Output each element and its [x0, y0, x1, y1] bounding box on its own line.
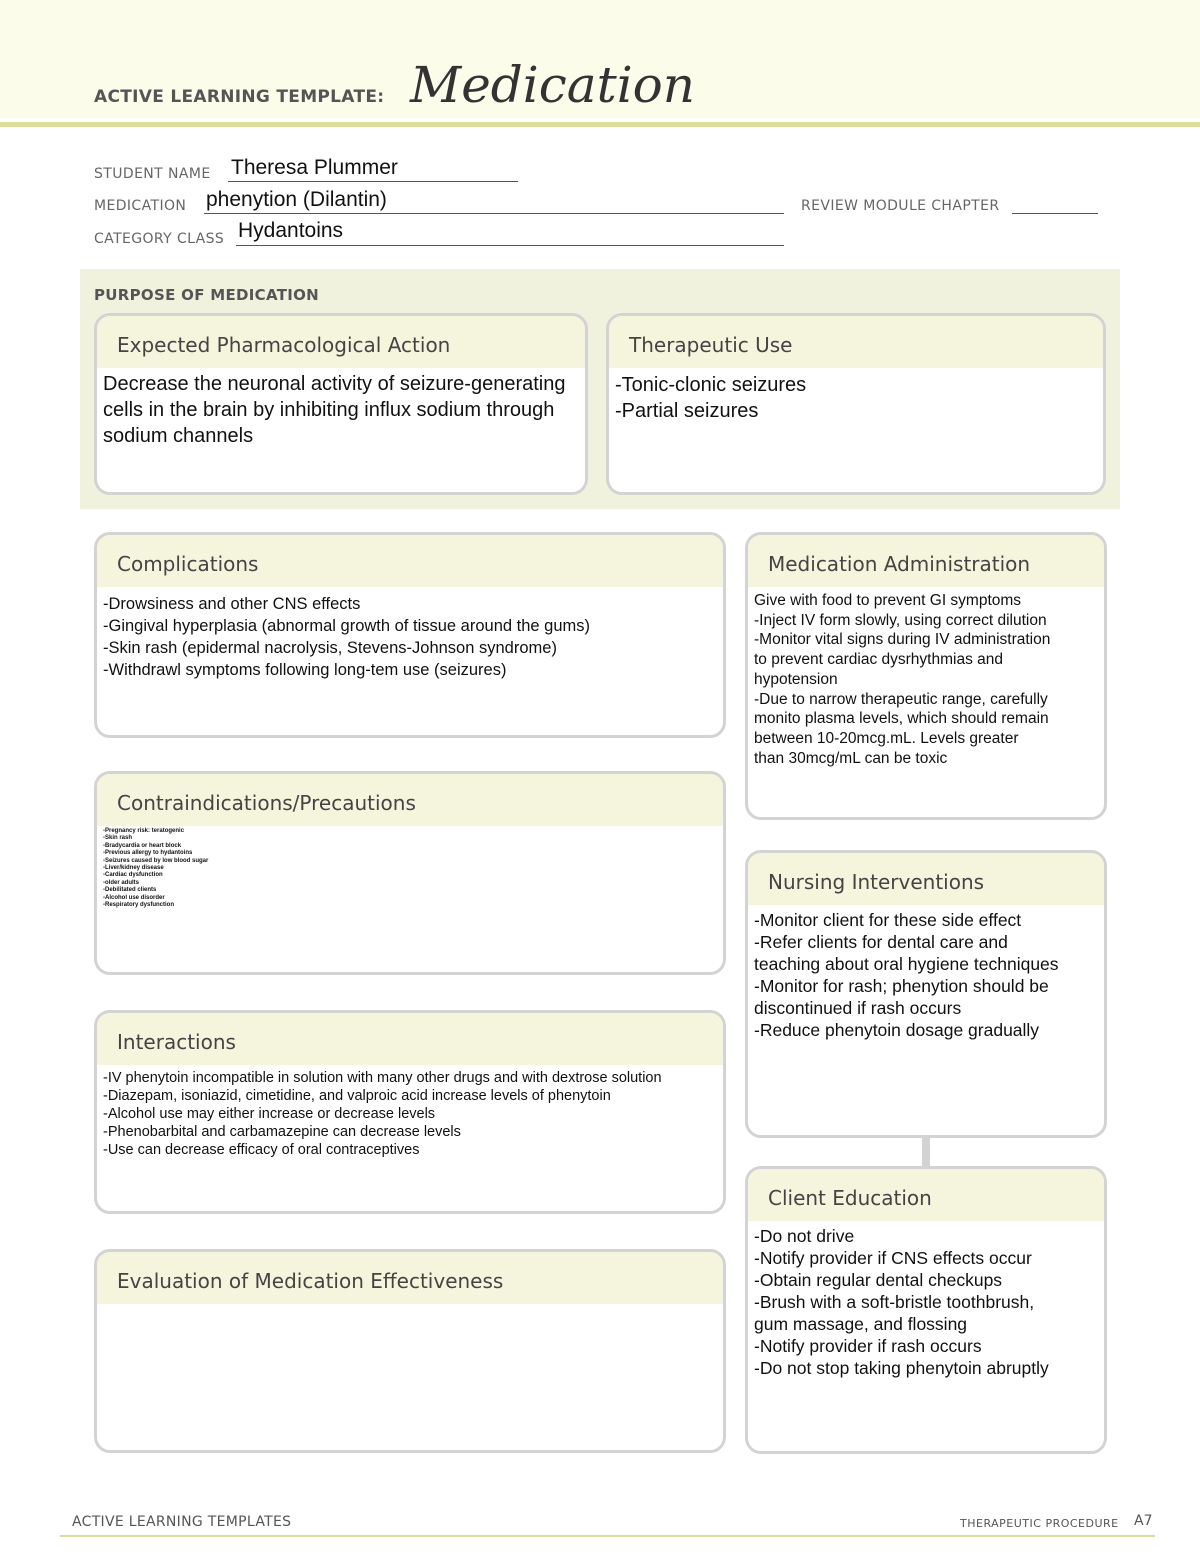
evaluation-text[interactable]: [97, 1304, 723, 1448]
complications-title: Complications: [97, 535, 723, 587]
contraindication-line: -Skin rash: [103, 835, 133, 842]
administration-line: to prevent cardiac dysrhythmias and: [754, 651, 1003, 669]
footer-right: THERAPEUTIC PROCEDURE: [960, 1517, 1119, 1530]
template-label: ACTIVE LEARNING TEMPLATE:: [94, 87, 385, 107]
administration-line: between 10-20mcg.mL. Levels greater: [754, 729, 1019, 747]
administration-box: [745, 532, 1107, 820]
medication-underline: [204, 213, 784, 214]
footer-rule: [60, 1535, 1155, 1537]
student-name-underline: [228, 181, 518, 182]
complication-line: -Drowsiness and other CNS effects: [103, 595, 361, 613]
contraindication-line: -Previous allergy to hydantoins: [103, 850, 193, 857]
administration-line: -Monitor vital signs during IV administration: [754, 631, 1051, 649]
nursing-line: -Reduce phenytoin dosage gradually: [754, 1020, 1040, 1040]
expected-action-text[interactable]: Decrease the neuronal activity of seizure-generating cells in the brain by inhibiting influx sodium through sodium channels: [103, 373, 566, 447]
evaluation-title: Evaluation of Medication Effectiveness: [97, 1252, 723, 1304]
administration-text[interactable]: [748, 587, 1104, 768]
contraindication-line: -Seizures caused by low blood sugar: [103, 857, 209, 864]
nursing-interventions-title: Nursing Interventions: [748, 853, 1104, 905]
education-line: gum massage, and flossing: [754, 1314, 968, 1334]
category-class-label: CATEGORY CLASS: [94, 231, 225, 247]
medication-field[interactable]: phenytion (Dilantin): [206, 188, 387, 211]
client-education-text[interactable]: [748, 1221, 1104, 1379]
expected-action-box: [94, 313, 588, 495]
client-education-box: [745, 1166, 1107, 1454]
administration-line: than 30mcg/mL can be toxic: [754, 749, 948, 767]
interactions-box: [94, 1010, 726, 1214]
student-name-label: STUDENT NAME: [94, 166, 211, 182]
nursing-line: -Refer clients for dental care and: [754, 932, 1008, 952]
administration-line: hypotension: [754, 670, 838, 688]
interactions-text[interactable]: [97, 1065, 723, 1159]
contraindications-box: [94, 771, 726, 975]
footer-left: ACTIVE LEARNING TEMPLATES: [72, 1514, 292, 1530]
education-line: -Obtain regular dental checkups: [754, 1270, 1003, 1290]
expected-action-title: Expected Pharmacological Action: [97, 316, 585, 368]
therapeutic-use-text[interactable]: [609, 368, 1103, 424]
administration-line: -Inject IV form slowly, using correct dilution: [754, 611, 1047, 629]
evaluation-box: [94, 1249, 726, 1453]
administration-line: monito plasma levels, which should remain: [754, 710, 1049, 728]
purpose-title: PURPOSE OF MEDICATION: [94, 286, 320, 304]
category-class-underline: [236, 245, 784, 246]
page-number: A7: [1134, 1513, 1153, 1529]
client-education-title: Client Education: [748, 1169, 1104, 1221]
therapeutic-line: -Partial seizures: [615, 400, 759, 422]
education-line: -Do not drive: [754, 1226, 855, 1246]
education-line: -Notify provider if CNS effects occur: [754, 1248, 1032, 1268]
complication-line: -Skin rash (epidermal nacrolysis, Stevens-Johnson syndrome): [103, 639, 557, 657]
review-module-label: REVIEW MODULE CHAPTER: [801, 198, 1000, 214]
interaction-line: -Use can decrease efficacy of oral contraceptives: [103, 1142, 420, 1158]
complication-line: -Withdrawl symptoms following long-tem use (seizures): [103, 661, 507, 679]
education-line: -Notify provider if rash occurs: [754, 1336, 982, 1356]
contraindication-line: -Bradycardia or heart block: [103, 842, 182, 849]
box-connector: [922, 1136, 930, 1166]
administration-line: Give with food to prevent GI symptoms: [754, 592, 1022, 609]
nursing-line: -Monitor for rash; phenytion should be: [754, 976, 1049, 996]
complications-text[interactable]: [97, 587, 723, 681]
administration-title: Medication Administration: [748, 535, 1104, 587]
therapeutic-use-box: [606, 313, 1106, 495]
review-module-field[interactable]: [1012, 213, 1098, 214]
medication-label: MEDICATION: [94, 198, 187, 214]
interaction-line: -Diazepam, isoniazid, cimetidine, and valproic acid increase levels of phenytoin: [103, 1088, 611, 1104]
nursing-interventions-text[interactable]: [748, 905, 1104, 1041]
interaction-line: -IV phenytoin incompatible in solution with many other drugs and with dextrose solution: [103, 1070, 662, 1086]
administration-line: -Due to narrow therapeutic range, carefully: [754, 690, 1048, 708]
category-class-field[interactable]: Hydantoins: [238, 219, 344, 242]
contraindication-line: -Alcohol use disorder: [103, 894, 165, 901]
interaction-line: -Alcohol use may either increase or decrease levels: [103, 1106, 436, 1122]
contraindications-title: Contraindications/Precautions: [97, 774, 723, 826]
education-line: -Do not stop taking phenytoin abruptly: [754, 1358, 1049, 1378]
nursing-line: -Monitor client for these side effect: [754, 910, 1022, 930]
complication-line: -Gingival hyperplasia (abnormal growth of tissue around the gums): [103, 617, 590, 635]
contraindication-line: -older adults: [103, 879, 140, 886]
contraindication-line: -Liver/kidney disease: [103, 865, 164, 872]
therapeutic-use-title: Therapeutic Use: [609, 316, 1103, 368]
therapeutic-line: -Tonic-clonic seizures: [615, 374, 807, 396]
complications-box: [94, 532, 726, 738]
interactions-title: Interactions: [97, 1013, 723, 1065]
student-name-field[interactable]: Theresa Plummer: [231, 156, 398, 179]
header-rule: [0, 122, 1200, 127]
contraindication-line: -Respiratory dysfunction: [103, 902, 175, 909]
contraindication-line: -Cardiac dysfunction: [103, 872, 163, 879]
nursing-line: discontinued if rash occurs: [754, 998, 962, 1018]
template-title: Medication: [410, 56, 695, 114]
nursing-line: teaching about oral hygiene techniques: [754, 954, 1059, 974]
contraindication-line: -Debilitated clients: [103, 887, 157, 894]
education-line: -Brush with a soft-bristle toothbrush,: [754, 1292, 1035, 1312]
contraindications-text[interactable]: [97, 826, 723, 909]
interaction-line: -Phenobarbital and carbamazepine can decrease levels: [103, 1124, 461, 1140]
contraindication-line: -Pregnancy risk: teratogenic: [103, 828, 185, 834]
nursing-interventions-box: [745, 850, 1107, 1138]
